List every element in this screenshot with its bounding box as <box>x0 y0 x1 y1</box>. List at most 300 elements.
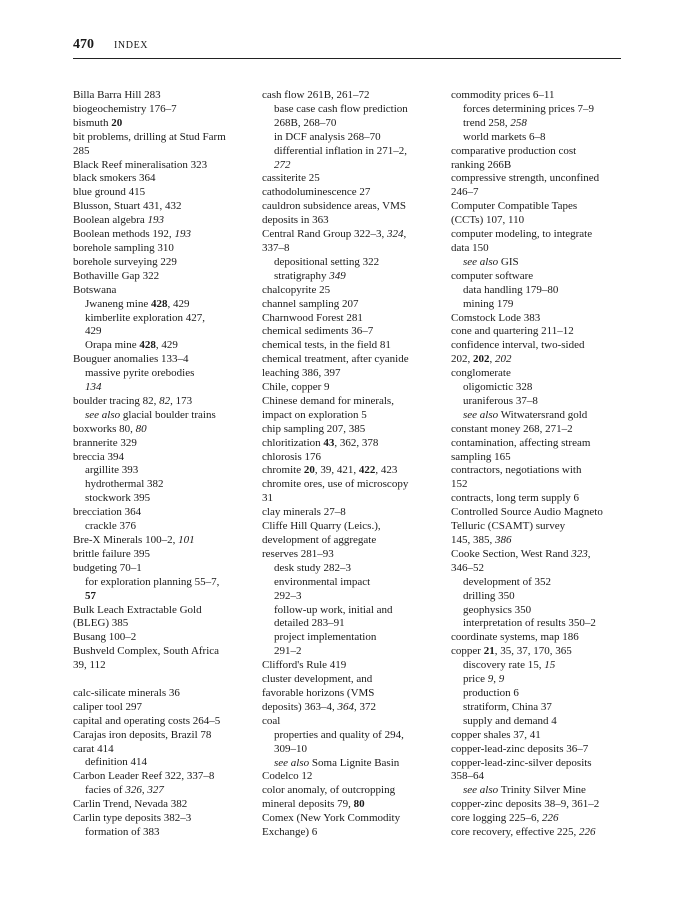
index-entry-continuation <box>451 159 637 173</box>
entry-text: desk study 282–3 <box>274 561 351 574</box>
index-subentry <box>73 367 258 381</box>
entry-text: development of 352 <box>463 575 551 588</box>
entry-text: caliper tool 297 <box>73 700 143 713</box>
index-entry <box>73 423 258 437</box>
entry-text: drilling 350 <box>463 589 515 602</box>
entry-text: , 423 <box>375 464 398 477</box>
entry-text: Cliffe Hill Quarry (Leics.), <box>262 520 381 533</box>
entry-text: kimberlite exploration 427, <box>85 311 206 324</box>
index-entry-continuation <box>262 534 448 548</box>
index-entry-continuation <box>451 520 637 534</box>
index-subentry <box>451 395 637 409</box>
entry-text: 309–10 <box>274 742 307 755</box>
entry-text: mineral deposits 79, <box>262 798 354 811</box>
index-entry <box>73 729 258 743</box>
index-entry <box>73 284 258 298</box>
entry-text: 428 <box>139 339 156 352</box>
entry-text: , <box>587 547 591 560</box>
entry-text: chemical treatment, after cyanide <box>262 353 409 366</box>
entry-text: 134 <box>85 381 102 394</box>
entry-text: formation of 383 <box>85 826 160 839</box>
index-subentry <box>262 729 448 743</box>
entry-text: budgeting 70–1 <box>73 561 142 574</box>
index-column-1 <box>73 89 258 840</box>
entry-text: 323 <box>571 547 588 560</box>
entry-text: 226 <box>542 812 559 825</box>
index-entry <box>73 437 258 451</box>
entry-text: see also <box>274 756 310 769</box>
entry-text: clay minerals 27–8 <box>262 506 346 519</box>
entry-text: color anomaly, of outcropping <box>262 784 396 797</box>
entry-text: capital and operating costs 264–5 <box>73 714 221 727</box>
entry-text: Black Reef mineralisation 323 <box>73 158 208 171</box>
entry-text: base case cash flow prediction <box>274 102 408 115</box>
entry-text: Billa Barra Hill 283 <box>73 89 161 101</box>
entry-text: computer software <box>451 269 534 282</box>
index-subentry <box>451 617 637 631</box>
index-entry <box>262 673 448 687</box>
entry-text: blue ground 415 <box>73 186 146 199</box>
entry-text: Orapa mine <box>85 339 140 352</box>
index-entry <box>73 131 258 145</box>
entry-text: bit problems, drilling at Stud Farm <box>73 130 226 143</box>
entry-text: 20 <box>303 464 315 477</box>
index-entry <box>73 395 258 409</box>
index-entry-continuation <box>73 145 258 159</box>
index-entry <box>73 812 258 826</box>
index-entry <box>262 464 448 478</box>
running-header <box>73 36 621 59</box>
entry-text: Controlled Source Audio Magneto <box>451 506 603 519</box>
entry-text: 80 <box>135 422 147 435</box>
entry-text: 346–52 <box>451 561 484 574</box>
entry-text: brannerite 329 <box>73 436 137 449</box>
entry-text: Blusson, Stuart 431, 432 <box>73 200 182 213</box>
index-subentry <box>262 145 448 159</box>
index-entry <box>262 172 448 186</box>
index-entry <box>73 798 258 812</box>
index-entry <box>451 464 637 478</box>
entry-text: , 39, 421, <box>314 464 359 477</box>
entry-text: development of aggregate <box>262 534 377 546</box>
entry-text: Bulk Leach Extractable Gold <box>73 603 202 616</box>
index-entry <box>73 770 258 784</box>
index-entry <box>262 200 448 214</box>
entry-text: hydrothermal 382 <box>85 478 164 491</box>
index-subentry <box>451 103 637 117</box>
index-entry <box>451 145 637 159</box>
entry-text: commodity prices 6–11 <box>451 89 555 101</box>
entry-text: carat 414 <box>73 742 114 755</box>
entry-text: Boolean methods 192, <box>73 228 175 241</box>
index-entry <box>451 423 637 437</box>
entry-text: trend 258, <box>463 116 511 129</box>
index-entry <box>451 367 637 381</box>
entry-text: deposits) 363–4, <box>262 700 338 713</box>
index-entry-continuation <box>262 548 448 562</box>
entry-text: price <box>463 673 488 686</box>
entry-text: 364 <box>337 700 354 713</box>
entry-text: world markets 6–8 <box>463 130 546 143</box>
index-entry <box>73 228 258 242</box>
entry-text: 386 <box>495 534 512 546</box>
index-subentry <box>451 409 637 423</box>
index-column-2 <box>262 89 448 840</box>
entry-text: confidence interval, two-sided <box>451 339 585 352</box>
index-entry-continuation <box>262 617 448 631</box>
index-subentry <box>262 256 448 270</box>
entry-text: detailed 283–91 <box>274 617 345 630</box>
entry-text: reserves 281–93 <box>262 547 334 560</box>
entry-text: 428 <box>150 297 168 310</box>
entry-text: , 372 <box>353 700 376 713</box>
index-entry <box>73 687 258 701</box>
index-entry <box>73 604 258 618</box>
entry-text: 422 <box>358 464 376 477</box>
entry-text: 291–2 <box>274 645 302 658</box>
index-entry <box>451 506 637 520</box>
entry-text: cassiterite 25 <box>262 172 320 185</box>
index-entry-continuation <box>73 381 258 395</box>
entry-text: copper-lead-zinc-silver deposits <box>451 756 592 769</box>
entry-text: Exchange) 6 <box>262 826 318 839</box>
entry-text: geophysics 350 <box>463 603 532 616</box>
index-entry-continuation <box>262 743 448 757</box>
entry-text: borehole sampling 310 <box>73 241 174 254</box>
entry-text: properties and quality of 294, <box>274 728 404 741</box>
entry-text: 145, 385, <box>451 534 495 546</box>
index-entry-continuation <box>451 451 637 465</box>
entry-text: core logging 225–6, <box>451 812 543 825</box>
entry-text: supply and demand 4 <box>463 714 557 727</box>
entry-text: chromite ores, use of microscopy <box>262 478 409 491</box>
entry-text: Soma Lignite Basin <box>309 756 400 769</box>
index-entry <box>451 312 637 326</box>
entry-text: 57 <box>85 589 96 602</box>
entry-text: interpretation of results 350–2 <box>463 617 596 630</box>
entry-text: cathodoluminescence 27 <box>262 186 371 199</box>
entry-text: chemical sediments 36–7 <box>262 325 374 338</box>
entry-text: computer modeling, to integrate <box>451 228 593 241</box>
index-entry <box>73 451 258 465</box>
index-entry-continuation <box>451 770 637 784</box>
index-subentry <box>73 478 258 492</box>
entry-text: oligomictic 328 <box>463 381 533 394</box>
entry-text: Chinese demand for minerals, <box>262 394 394 407</box>
entry-text: Bushveld Complex, South Africa <box>73 645 220 658</box>
index-entry-continuation <box>451 353 637 367</box>
index-entry <box>73 506 258 520</box>
entry-text: crackle 376 <box>85 520 136 533</box>
entry-text: , <box>489 353 495 366</box>
index-entry <box>262 89 448 103</box>
index-subentry <box>73 826 258 840</box>
entry-text: Cooke Section, West Rand <box>451 547 572 560</box>
entry-text: sampling 165 <box>451 450 511 463</box>
index-subentry <box>73 520 258 534</box>
index-subentry <box>451 256 637 270</box>
index-entry <box>451 492 637 506</box>
entry-text: 21 <box>483 645 495 658</box>
entry-text: 285 <box>73 144 90 157</box>
index-entry-continuation <box>262 242 448 256</box>
index-subentry <box>451 659 637 673</box>
index-entry-continuation <box>262 701 448 715</box>
index-entry-continuation <box>73 617 258 631</box>
index-entry <box>451 757 637 771</box>
entry-text: Chile, copper 9 <box>262 381 330 394</box>
entry-text: Carlin type deposits 382–3 <box>73 812 192 825</box>
index-entry <box>73 548 258 562</box>
index-entry <box>451 743 637 757</box>
entry-text: glacial boulder trains <box>120 408 216 421</box>
entry-text: ranking 266B <box>451 158 512 171</box>
index-subentry <box>262 562 448 576</box>
page-number: 470 <box>73 37 94 52</box>
entry-text: differential inflation in 271–2, <box>274 144 407 157</box>
entry-text: 258 <box>510 116 527 129</box>
entry-text: , 173 <box>170 394 193 407</box>
entry-text: deposits in 363 <box>262 214 329 227</box>
entry-text: cash flow 261B, 261–72 <box>262 89 370 101</box>
index-entry <box>262 451 448 465</box>
entry-text: 193 <box>147 214 165 227</box>
entry-text: 292–3 <box>274 589 302 602</box>
index-entry <box>73 715 258 729</box>
index-entry-continuation <box>262 645 448 659</box>
index-entry <box>73 89 258 103</box>
index-subentry <box>451 604 637 618</box>
index-entry-continuation <box>262 409 448 423</box>
entry-text: Charnwood Forest 281 <box>262 311 363 324</box>
index-subentry <box>451 284 637 298</box>
index-entry-continuation <box>262 367 448 381</box>
entry-text: 82 <box>159 394 171 407</box>
entry-text: boxworks 80, <box>73 422 136 435</box>
index-subentry <box>262 270 448 284</box>
entry-text: 20 <box>111 116 123 129</box>
index-entry <box>451 548 637 562</box>
index-entry-continuation <box>73 325 258 339</box>
index-entry <box>73 117 258 131</box>
entry-text: 337–8 <box>262 241 290 254</box>
entry-text: cauldron subsidence areas, VMS <box>262 200 406 213</box>
index-subentry <box>262 131 448 145</box>
index-entry <box>262 770 448 784</box>
entry-text: mining 179 <box>463 297 514 310</box>
index-entry <box>73 172 258 186</box>
entry-text: black smokers 364 <box>73 172 156 185</box>
index-entry <box>262 812 448 826</box>
entry-text: massive pyrite orebodies <box>85 367 195 380</box>
index-subentry <box>451 590 637 604</box>
entry-text: copper <box>451 645 484 658</box>
entry-text: see also <box>463 255 499 268</box>
entry-text: Telluric (CSAMT) survey <box>451 520 566 533</box>
index-entry <box>262 284 448 298</box>
entry-text: , <box>141 784 148 797</box>
index-entry <box>451 89 637 103</box>
entry-text: 268B, 268–70 <box>274 116 337 129</box>
entry-text: , 429 <box>167 297 190 310</box>
index-entry <box>451 645 637 659</box>
entry-text: contracts, long term supply 6 <box>451 492 580 505</box>
entry-text: follow-up work, initial and <box>274 603 393 616</box>
entry-text: Boolean algebra <box>73 214 148 227</box>
entry-text: data 150 <box>451 241 489 254</box>
entry-text: Carlin Trend, Nevada 382 <box>73 798 188 811</box>
index-entry-continuation <box>262 798 448 812</box>
index-entry <box>451 437 637 451</box>
entry-text: breccia 394 <box>73 450 124 463</box>
entry-text: stockwork 395 <box>85 492 151 505</box>
entry-text: depositional setting 322 <box>274 255 380 268</box>
entry-text: impact on exploration 5 <box>262 408 367 421</box>
index-subentry <box>262 631 448 645</box>
entry-text: calc-silicate minerals 36 <box>73 686 180 699</box>
entry-text: 9 <box>498 673 505 686</box>
entry-text: 326 <box>125 784 142 797</box>
index-subentry <box>262 604 448 618</box>
index-subentry <box>73 312 258 326</box>
index-entry-continuation <box>262 214 448 228</box>
index-entry <box>262 437 448 451</box>
entry-text: core recovery, effective 225, <box>451 826 579 839</box>
entry-text: contractors, negotiations with <box>451 464 582 477</box>
entry-text: brittle failure 395 <box>73 547 150 560</box>
entry-text: Bre-X Minerals 100–2, <box>73 534 179 546</box>
entry-text: leaching 386, 397 <box>262 367 341 380</box>
entry-text: copper-lead-zinc deposits 36–7 <box>451 742 589 755</box>
index-subentry <box>451 131 637 145</box>
index-entry-continuation <box>73 590 258 604</box>
entry-text: , 429 <box>155 339 178 352</box>
entry-text: Witwatersrand gold <box>498 408 588 421</box>
entry-text: chip sampling 207, 385 <box>262 422 366 435</box>
index-entry <box>73 701 258 715</box>
index-entry <box>262 228 448 242</box>
entry-text: 193 <box>174 228 191 241</box>
entry-text: 202 <box>495 353 512 366</box>
entry-text: Codelco 12 <box>262 770 313 783</box>
entry-text: copper-zinc deposits 38–9, 361–2 <box>451 798 600 811</box>
index-entry <box>73 534 258 548</box>
entry-text: 327 <box>147 784 164 797</box>
entry-text: compressive strength, unconfined <box>451 172 600 185</box>
index-entry-continuation <box>451 478 637 492</box>
index-entry <box>73 159 258 173</box>
index-subentry <box>451 687 637 701</box>
index-subentry <box>451 117 637 131</box>
entry-text: see also <box>463 784 499 797</box>
index-entry <box>451 325 637 339</box>
entry-text: brecciation 364 <box>73 506 142 519</box>
entry-text: Carajas iron deposits, Brazil 78 <box>73 728 212 741</box>
index-entry <box>262 659 448 673</box>
entry-text: copper shales 37, 41 <box>451 728 541 741</box>
index-entry <box>451 812 637 826</box>
index-entry <box>262 715 448 729</box>
index-entry <box>262 298 448 312</box>
entry-text: 358–64 <box>451 770 484 783</box>
entry-text: chlorosis 176 <box>262 450 321 463</box>
entry-text: , <box>403 228 407 241</box>
entry-text: cone and quartering 211–12 <box>451 325 574 338</box>
index-entry <box>451 270 637 284</box>
entry-text: in DCF analysis 268–70 <box>274 130 381 143</box>
index-entry <box>262 325 448 339</box>
index-subentry <box>451 715 637 729</box>
entry-text: discovery rate 15, <box>463 659 545 672</box>
index-entry <box>451 631 637 645</box>
section-title: INDEX <box>114 40 149 51</box>
entry-text: 80 <box>353 798 365 811</box>
entry-text: 9 <box>487 673 494 686</box>
index-entry <box>262 520 448 534</box>
index-entry <box>451 228 637 242</box>
entry-text: (CCTs) 107, 110 <box>451 214 525 227</box>
index-subentry <box>451 298 637 312</box>
index-entry <box>451 826 637 840</box>
index-subentry <box>73 298 258 312</box>
entry-text: see also <box>85 408 121 421</box>
entry-text: favorable horizons (VMS <box>262 686 375 699</box>
index-entry <box>73 270 258 284</box>
entry-text: coal <box>262 714 281 727</box>
index-subentry <box>73 756 258 770</box>
entry-text: Computer Compatible Tapes <box>451 200 578 213</box>
entry-text: Bouguer anomalies 133–4 <box>73 353 189 366</box>
entry-text: Busang 100–2 <box>73 631 137 644</box>
index-subentry <box>73 464 258 478</box>
entry-text: for exploration planning 55–7, <box>85 575 220 588</box>
index-subentry <box>262 757 448 771</box>
entry-text: boulder tracing 82, <box>73 394 160 407</box>
index-entry <box>73 562 258 576</box>
entry-text: Carbon Leader Reef 322, 337–8 <box>73 770 215 783</box>
entry-text: comparative production cost <box>451 144 577 157</box>
index-entry-continuation <box>451 242 637 256</box>
entry-text: argillite 393 <box>85 464 139 477</box>
entry-text: 429 <box>85 325 102 338</box>
index-entry <box>73 242 258 256</box>
entry-text: chromite <box>262 464 304 477</box>
entry-text: 349 <box>329 269 346 282</box>
index-subentry <box>73 339 258 353</box>
index-entry-continuation <box>262 826 448 840</box>
entry-text: borehole surveying 229 <box>73 255 177 268</box>
entry-text: , 362, 378 <box>334 436 379 449</box>
index-column-3 <box>451 89 637 840</box>
index-entry <box>262 186 448 200</box>
index-entry <box>262 506 448 520</box>
entry-text: see also <box>463 408 499 421</box>
entry-text: 101 <box>178 534 195 546</box>
entry-text: chloritization <box>262 436 324 449</box>
entry-text: 152 <box>451 478 468 491</box>
entry-text: forces determining prices 7–9 <box>463 102 595 115</box>
index-entry <box>262 423 448 437</box>
entry-text: stratiform, China 37 <box>463 700 552 713</box>
entry-text: 272 <box>274 158 291 171</box>
entry-text: cluster development, and <box>262 673 373 686</box>
index-subentry <box>262 576 448 590</box>
index-subentry <box>262 103 448 117</box>
index-entry <box>262 784 448 798</box>
entry-text: environmental impact <box>274 575 371 588</box>
index-entry <box>73 743 258 757</box>
index-entry-continuation <box>262 159 448 173</box>
